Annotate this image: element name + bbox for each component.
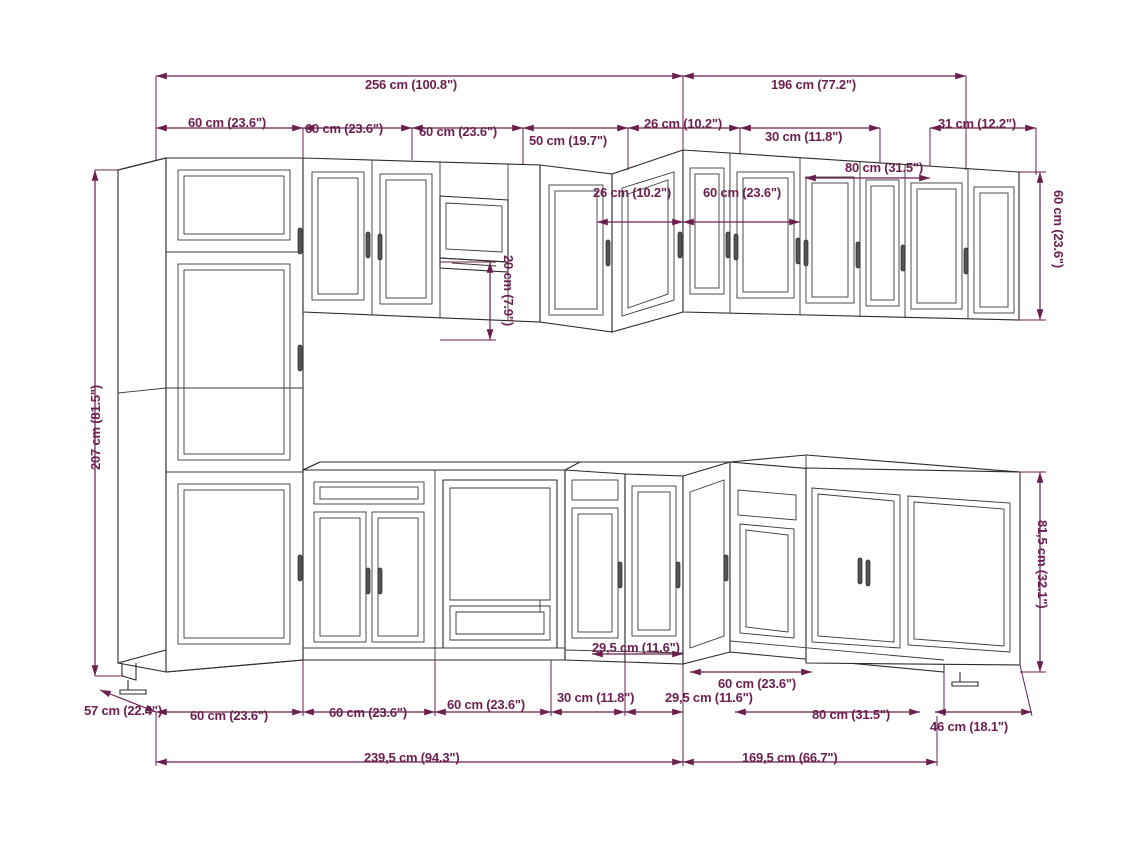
dimension-label-b2: 60 cm (23.6")	[329, 705, 407, 720]
dimension-label-b3: 60 cm (23.6")	[447, 697, 525, 712]
base-cabinets-narrow	[565, 470, 683, 664]
upper-corner-cabinet	[612, 150, 683, 332]
dimension-label-bottom-run-right: 169,5 cm (66.7")	[742, 750, 838, 765]
tall-cabinet-left	[118, 158, 303, 694]
dimension-label-b5: 29,5 cm (11.6")	[665, 690, 753, 705]
dimension-label-ui3: 80 cm (31.5")	[845, 160, 923, 175]
dimension-label-b1: 60 cm (23.6")	[190, 708, 268, 723]
dimension-label-base-depth: 57 cm (22.4")	[84, 703, 162, 718]
base-cabinets-right-run	[730, 455, 1020, 686]
dimension-label-bi1: 29,5 cm (11.6")	[592, 640, 680, 655]
dimension-label-hood-height: 20 cm (7.9")	[501, 255, 516, 326]
dimension-label-u3: 60 cm (23.6")	[419, 124, 497, 139]
base-corner-cabinet	[683, 462, 730, 664]
dimension-label-bottom-run-left: 239,5 cm (94.3")	[364, 750, 460, 765]
dimension-label-u7: 31 cm (12.2")	[938, 116, 1016, 131]
dimension-label-b7: 46 cm (18.1")	[930, 719, 1008, 734]
dimension-label-upper-height: 60 cm (23.6")	[1051, 190, 1066, 268]
base-cabinets-left-run	[303, 462, 580, 660]
dimension-label-ui2: 60 cm (23.6")	[703, 185, 781, 200]
cabinet-geometry	[118, 150, 1020, 694]
dimension-label-top-run-right: 196 cm (77.2")	[771, 77, 857, 92]
dimension-label-u2: 60 cm (23.6")	[305, 121, 383, 136]
dimension-label-u5: 26 cm (10.2")	[644, 116, 722, 131]
dimension-label-u1: 60 cm (23.6")	[188, 115, 266, 130]
dimension-label-b4: 30 cm (11.8")	[557, 690, 635, 705]
dimension-label-ui1: 26 cm (10.2")	[593, 185, 671, 200]
dimension-label-u4: 50 cm (19.7")	[529, 133, 607, 148]
upper-cabinets-right-run	[683, 150, 1019, 320]
countertop-edges	[303, 462, 730, 470]
dimension-label-base-height: 81,5 cm (32.1")	[1035, 520, 1050, 609]
dimension-label-bi2: 60 cm (23.6")	[718, 676, 796, 691]
dimension-label-top-run-left: 256 cm (100.8")	[365, 77, 458, 92]
dimension-label-tall-height: 207 cm (81.5")	[88, 384, 103, 470]
dimension-label-b6: 80 cm (31.5")	[812, 707, 890, 722]
dimension-label-u6: 30 cm (11.8")	[765, 129, 843, 144]
